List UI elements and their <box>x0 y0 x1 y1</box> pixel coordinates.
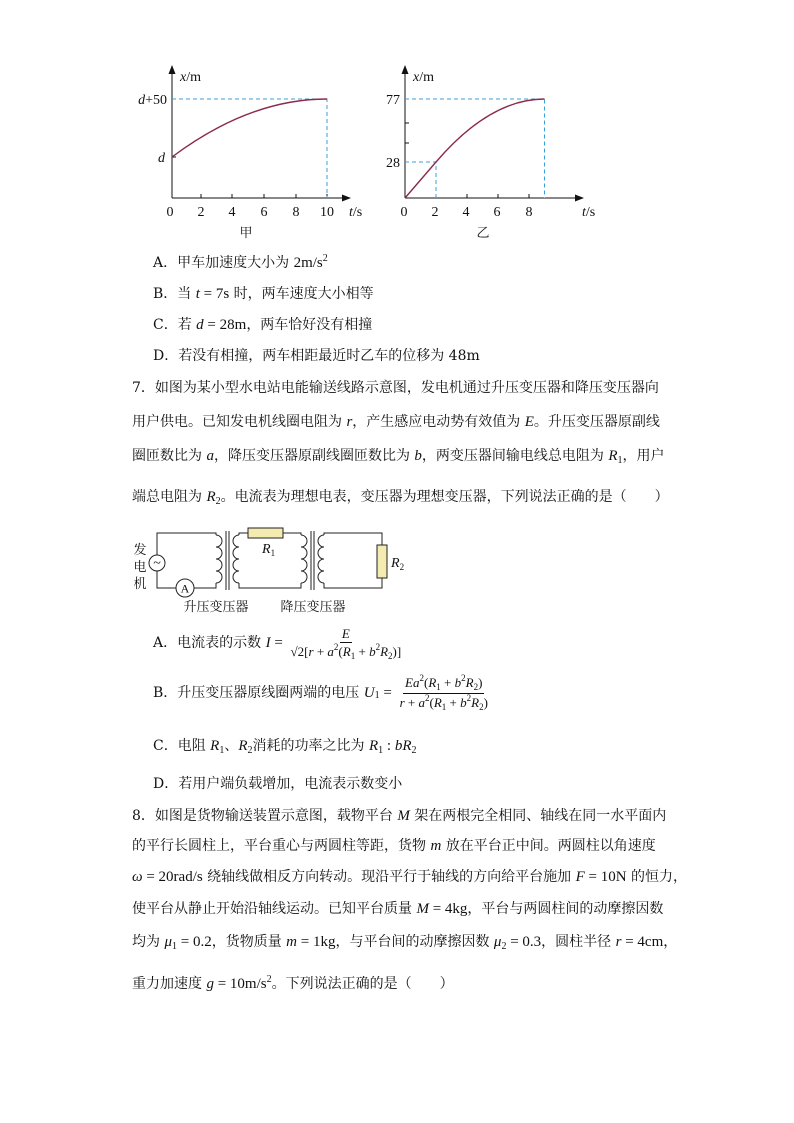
math-superscript: 2 <box>333 641 339 652</box>
stem-text: 圈匝数比为 <box>132 448 207 464</box>
fraction-denominator <box>398 694 490 713</box>
step-up-secondary-coil <box>233 535 239 583</box>
math-sym: )] <box>392 643 402 659</box>
math-subscript: 1 <box>617 455 623 466</box>
x-tick-label: 10 <box>320 205 334 220</box>
x-tick-label: 2 <box>197 205 205 220</box>
option-text: 、 <box>224 738 239 754</box>
q8-stem-line <box>132 806 666 826</box>
stem-text: 8．如图是货物输送装置示意图，载物平台 <box>132 808 398 824</box>
math-sym: + <box>313 643 328 659</box>
math-subscript: 2 <box>501 941 507 952</box>
math-superscript: 2 <box>466 692 472 703</box>
fraction-denominator <box>289 643 404 662</box>
math-var: b <box>454 674 462 690</box>
graph-caption: 乙 <box>476 226 490 241</box>
y-axis-unit: /m <box>419 70 434 85</box>
math-value: = 28m <box>203 317 247 333</box>
math-var: R <box>210 738 220 754</box>
math-var: g <box>206 976 214 992</box>
y-tick-top-var: d <box>138 93 146 108</box>
q7-option-c <box>153 736 416 758</box>
math-sym: : <box>383 738 395 754</box>
dashed-guide-lines <box>405 99 545 198</box>
math-value: = 1kg <box>297 934 336 950</box>
math-var: a <box>418 694 425 710</box>
math-subscript: 2 <box>479 701 484 712</box>
stem-text: ，与平台间的动摩擦因数 <box>335 934 494 950</box>
math-sym: + <box>446 694 461 710</box>
math-var: a <box>412 674 420 690</box>
fraction <box>398 674 490 713</box>
x-axis-label <box>349 205 362 220</box>
y-axis-unit: /m <box>186 70 201 85</box>
q7-option-d <box>153 774 402 794</box>
y-tick-top-rest: +50 <box>145 93 167 108</box>
x-axis-unit: /s <box>352 205 363 220</box>
x-tick-label: 2 <box>431 205 439 220</box>
stem-text: ，货物质量 <box>211 934 287 950</box>
x-axis-ticks <box>436 194 529 198</box>
resistor-r1 <box>248 528 283 538</box>
x-axis-ticks <box>201 194 327 198</box>
math-sym: + <box>404 694 419 710</box>
q7-option-a <box>153 624 405 662</box>
math-subscript: 2 <box>215 496 221 507</box>
math-equals: = <box>270 635 287 651</box>
math-var: b <box>394 738 403 754</box>
math-var: R <box>465 674 474 690</box>
q8-stem-line <box>132 867 687 887</box>
x-axis-var: t <box>349 205 353 220</box>
math-superscript: 2 <box>375 641 381 652</box>
math-var: E <box>524 414 534 430</box>
r2-sub: 2 <box>399 562 405 572</box>
x-tick-label: 8 <box>525 205 533 220</box>
option-text: ，两车恰好没有相撞 <box>246 317 373 333</box>
stem-text: ，圆柱半径 <box>541 934 616 950</box>
fraction <box>289 625 404 662</box>
math-subscript: 2 <box>388 650 393 661</box>
stem-text: ，降压变压器原副线圈匝数比为 <box>213 448 415 464</box>
q7-stem-line <box>132 487 669 509</box>
math-subscript: 2 <box>247 745 253 756</box>
math-sym: ) <box>483 694 488 710</box>
step-up-label: 升压变压器 <box>183 600 249 615</box>
x-tick-label: 6 <box>260 205 268 220</box>
y-tick-mid-label: d <box>158 151 165 166</box>
math-superscript: 2 <box>322 253 328 264</box>
math-value: = 10m/s <box>213 976 267 992</box>
math-var: R <box>471 694 480 710</box>
graph-yi <box>386 65 595 241</box>
math-value: = 4cm <box>621 934 664 950</box>
circuit-diagram <box>133 528 404 615</box>
math-value: = 10N <box>584 869 627 885</box>
math-sym: ) <box>478 674 483 690</box>
stem-text: 均为 <box>132 934 165 950</box>
option-text: C．若 <box>153 317 197 333</box>
math-value: = 0.2 <box>176 934 212 950</box>
step-down-primary-coil <box>301 535 307 583</box>
option-text: A．电流表的示数 <box>153 635 266 651</box>
math-subscript: 1 <box>350 650 356 661</box>
r1-var: R <box>262 542 271 557</box>
math-var: b <box>414 448 422 464</box>
math-var: R <box>238 738 248 754</box>
stem-text: 的平行长圆柱上，平台重心与两圆柱等距，货物 <box>132 838 431 854</box>
ac-source-symbol: ~ <box>153 556 161 571</box>
math-sym: + <box>440 674 455 690</box>
math-var: R <box>342 643 351 659</box>
generator-label-char: 发 <box>133 543 147 558</box>
math-superscript: 2 <box>424 692 430 703</box>
x-axis-var: t <box>582 205 586 220</box>
math-var: R <box>402 738 412 754</box>
math-subscript: 2 <box>411 745 417 756</box>
math-var: t <box>195 286 200 302</box>
math-subscript: 1 <box>374 690 380 701</box>
x-axis-arrow <box>575 195 584 202</box>
stem-text: 绕轴线做相反方向转动。现沿平行于轴线的方向给平台施加 <box>202 869 576 885</box>
stem-text: 的恒力， <box>626 869 688 885</box>
math-var: I <box>265 635 271 651</box>
r1-sub: 1 <box>270 548 276 558</box>
math-subscript: 1 <box>378 745 384 756</box>
graph-jia <box>138 65 362 241</box>
math-var: R <box>368 738 379 754</box>
y-axis-ticks <box>172 99 176 157</box>
math-value: = 4kg <box>428 901 468 917</box>
x-tick-label: 0 <box>400 205 408 220</box>
y-axis-label <box>179 70 201 85</box>
stem-text: 放在平台正中间。两圆柱以角速度 <box>441 838 656 854</box>
option-text: D．若用户端负载增加，电流表示数变小 <box>153 776 403 792</box>
math-var: E <box>405 674 413 690</box>
q6-option-a <box>153 253 328 275</box>
x-axis-label <box>582 205 595 220</box>
stem-text: 。升压变压器原副线 <box>533 414 660 430</box>
ammeter-label: A <box>180 581 190 596</box>
math-var: R <box>608 448 618 464</box>
y-axis-arrow <box>402 65 409 74</box>
math-superscript: 2 <box>419 672 424 683</box>
graph-caption: 甲 <box>239 226 253 241</box>
option-text: D．若没有相撞，两车相距最近时乙车的位移为 48m <box>153 348 480 364</box>
resistor-r2 <box>377 545 387 578</box>
math-var: ω <box>132 869 143 885</box>
stem-text: ，用户 <box>622 448 665 464</box>
math-var: a <box>206 448 214 464</box>
math-var: r <box>346 414 353 430</box>
q6-option-b <box>153 284 374 304</box>
math-subscript: 1 <box>441 701 447 712</box>
math-var: M <box>397 808 410 824</box>
q6-option-c <box>153 315 372 335</box>
math-var: b <box>369 643 376 659</box>
math-var: r <box>399 694 405 710</box>
r1-label <box>261 542 275 558</box>
math-var: R <box>433 694 442 710</box>
math-value: = 20rad/s <box>142 869 203 885</box>
math-sym: [ <box>304 643 309 659</box>
q7-stem-line <box>132 412 660 432</box>
math-var: μ <box>164 934 172 950</box>
math-var: μ <box>493 934 502 950</box>
load-wires <box>324 533 382 588</box>
option-text: B．升压变压器原线圈两端的电压 <box>153 685 364 701</box>
math-var: U <box>363 685 375 701</box>
stem-text: 架在两根完全相同、轴线在同一水平面内 <box>409 808 667 824</box>
position-time-curve <box>405 99 545 198</box>
option-text: 时，两车速度大小相等 <box>229 286 374 302</box>
stem-text: ，两变压器间输电线总电阻为 <box>421 448 609 464</box>
generator-label-char: 电 <box>133 560 147 575</box>
x-axis-arrow <box>342 195 351 202</box>
option-text: B．当 <box>153 286 196 302</box>
y-axis-arrow <box>169 65 176 74</box>
q8-stem-line <box>132 836 656 856</box>
math-var: m <box>430 838 442 854</box>
y-axis-ticks <box>405 99 409 162</box>
stem-text: ，平台与两圆柱间的动摩擦因数 <box>467 901 664 917</box>
math-value: = 7s <box>199 286 230 302</box>
math-var: R <box>206 489 216 505</box>
option-text: 消耗的功率之比为 <box>252 738 369 754</box>
math-sym: ( <box>429 694 434 710</box>
stem-text: 重力加速度 <box>132 976 207 992</box>
x-axis-unit: /s <box>585 205 596 220</box>
step-up-primary-coil <box>216 535 222 583</box>
math-var: F <box>575 869 585 885</box>
stem-text: 7．如图为某小型水电站电能输送线路示意图，发电机通过升压变压器和降压变压器向 <box>132 380 659 396</box>
math-var: R <box>428 674 437 690</box>
y-tick-top-label <box>138 93 167 108</box>
x-tick-label: 6 <box>493 205 501 220</box>
step-down-secondary-coil <box>318 535 324 583</box>
stem-text: 用户供电。已知发电机线圈电阻为 <box>132 414 347 430</box>
q8-stem-line <box>132 974 454 996</box>
math-superscript: 2 <box>266 974 272 985</box>
math-value: 2m/s <box>293 255 323 271</box>
math-sym: √2 <box>290 643 305 659</box>
generator-label-char: 机 <box>133 577 147 592</box>
q8-stem-line <box>132 932 677 954</box>
r2-label <box>390 556 404 572</box>
math-var: a <box>327 643 334 659</box>
y-tick-mid-label: 28 <box>386 156 400 171</box>
option-text: A．甲车加速度大小为 <box>153 255 294 271</box>
math-var: r <box>308 643 314 659</box>
y-axis-var: x <box>413 70 420 85</box>
stem-text: ， <box>663 934 678 950</box>
q6-option-d <box>153 346 480 366</box>
y-axis-var: x <box>180 70 187 85</box>
math-sym: + <box>355 643 370 659</box>
r2-var: R <box>391 556 400 571</box>
position-time-curve <box>172 99 327 157</box>
stem-text: 使平台从静止开始沿轴线运动。已知平台质量 <box>132 901 417 917</box>
q7-stem-line <box>132 378 659 398</box>
step-down-label: 降压变压器 <box>280 600 346 615</box>
x-tick-label: 8 <box>292 205 300 220</box>
x-tick-label: 0 <box>166 205 174 220</box>
math-var: b <box>460 694 467 710</box>
math-var: m <box>286 934 297 950</box>
fraction-numerator <box>403 674 484 694</box>
math-subscript: 1 <box>436 681 441 692</box>
math-var: d <box>196 317 204 333</box>
q7-option-b <box>153 674 492 712</box>
stem-text: 端总电阻为 <box>132 489 207 505</box>
q7-stem-line <box>132 446 665 468</box>
y-axis-label <box>412 70 434 85</box>
math-sym: ( <box>338 643 343 659</box>
x-tick-label: 4 <box>462 205 470 220</box>
q8-stem-line <box>132 899 663 919</box>
math-subscript: 1 <box>219 745 225 756</box>
math-var: E <box>341 625 350 641</box>
math-value: = 0.3 <box>506 934 542 950</box>
math-subscript: 2 <box>473 681 479 692</box>
math-subscript: 1 <box>171 941 177 952</box>
math-sym: ( <box>423 674 429 690</box>
math-var: M <box>416 901 429 917</box>
math-superscript: 2 <box>461 672 466 683</box>
stem-text: 。电流表为理想电表，变压器为理想变压器，下列说法正确的是（ ） <box>220 489 669 505</box>
option-text: C．电阻 <box>153 738 211 754</box>
fraction-numerator <box>340 625 352 643</box>
math-var: R <box>380 643 389 659</box>
y-tick-top-label: 77 <box>386 93 400 108</box>
math-var: r <box>615 934 622 950</box>
math-equals: = <box>379 685 396 701</box>
x-tick-label: 4 <box>228 205 236 220</box>
stem-text: ，产生感应电动势有效值为 <box>352 414 525 430</box>
stem-text: 。下列说法正确的是（ ） <box>271 976 454 992</box>
